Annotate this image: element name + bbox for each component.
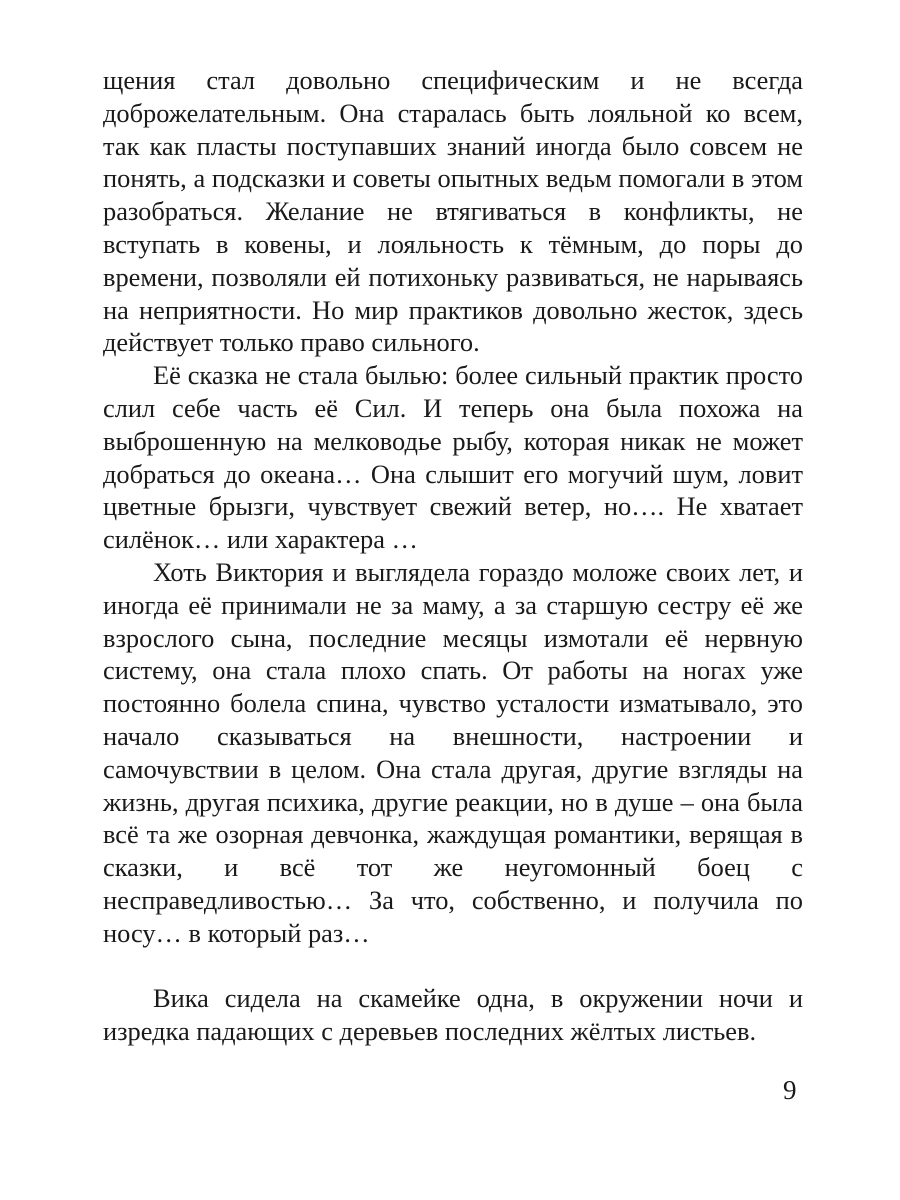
paragraph-victoria: Хоть Виктория и выглядела гораздо моложе своих лет, и иногда её принимали не за маму, а за старшую сестру её же взрослого сына, последние месяцы измотали её нервную систему, она стала плохо спать. От работы на ногах уже постоянно болела спина, чувство усталости изматывало, это начало сказываться на внешности, настроении и самочувствии в целом. Она стала другая, другие взгляды на жизнь, другая психика, другие реакции, но в душе – она была всё та же озорная девчонка, жаждущая романтики, верящая в сказки, и всё тот же неугомонный боец с несправедливостью… За что, собственно, и получила по носу… в который раз… — [103, 556, 803, 948]
paragraph-bench-scene: Вика сидела на скамейке одна, в окружении ночи и изредка падающих с деревьев последних жёлтых листьев. — [103, 983, 803, 1047]
page-number: 9 — [783, 1075, 797, 1105]
paragraph-continuation: щения стал довольно специфическим и не всегда доброжелательным. Она старалась быть лояльной ко всем, так как пласты поступавших знаний иногда было совсем не понять, а подсказки и советы опытных ведьм помогали в этом разобраться. Желание не втягиваться в конфликты, не вступать в ковены, и лояльность к тёмным, до поры до времени, позволяли ей потихоньку развиваться, не нарываясь на неприятности. Но мир практиков довольно жесток, здесь действует только право сильного. — [103, 65, 803, 358]
body-text — [103, 64, 803, 1048]
paragraph-fairy-tale: Её сказка не стала былью: более сильный практик просто слил себе часть её Сил. И теперь она была похожа на выброшенную на мелководье рыбу, которая никак не может добраться до океана… Она слышит его могучий шум, ловит цветные брызги, чувствует свежий ветер, но…. Не хватает силёнок… или характера … — [103, 360, 803, 555]
scene-break — [103, 950, 803, 983]
